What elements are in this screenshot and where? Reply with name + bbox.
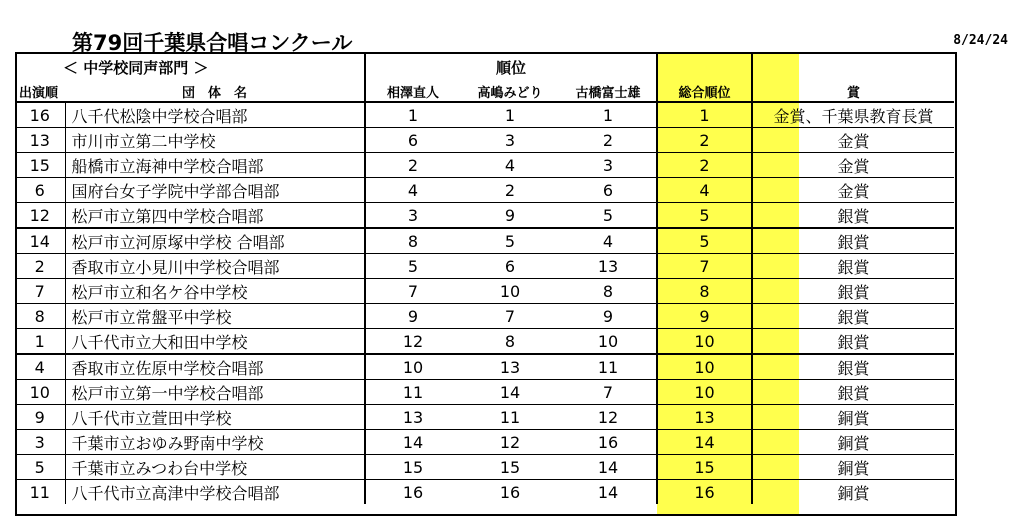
col-total-header: 総合順位 [657,82,752,102]
total-rank-cell: 5 [657,228,752,254]
judge2-rank-cell: 3 [460,128,560,153]
table-row [15,228,954,254]
award-cell: 銀賞 [752,380,954,405]
total-rank-cell: 13 [657,405,752,430]
col-order-header: 出演順 [15,82,65,102]
table-row [15,178,954,203]
table-row [15,430,954,455]
total-rank-cell: 7 [657,254,752,279]
name-cell: 船橋市立海神中学校合唱部 [65,153,365,178]
award-cell: 銅賞 [752,480,954,505]
total-rank-cell: 10 [657,354,752,380]
judge3-rank-cell: 12 [560,405,657,430]
name-cell: 千葉市立おゆみ野南中学校 [65,430,365,455]
judge1-rank-cell: 11 [365,380,460,405]
order-cell: 13 [15,128,65,153]
judge1-rank-cell: 10 [365,354,460,380]
judge2-rank-cell: 14 [460,380,560,405]
order-cell: 3 [15,430,65,455]
award-cell: 銅賞 [752,405,954,430]
judge2-rank-cell: 4 [460,153,560,178]
judge2-rank-cell: 12 [460,430,560,455]
judge3-rank-cell: 10 [560,329,657,355]
judge2-rank-cell: 11 [460,405,560,430]
table-row [15,329,954,355]
award-cell: 銅賞 [752,455,954,480]
name-cell: 市川市立第二中学校 [65,128,365,153]
judge3-rank-cell: 2 [560,128,657,153]
table-row [15,254,954,279]
judge1-rank-cell: 1 [365,102,460,128]
name-cell: 香取市立小見川中学校合唱部 [65,254,365,279]
judge3-rank-cell: 5 [560,203,657,229]
table-row [15,128,954,153]
order-cell: 10 [15,380,65,405]
name-cell: 松戸市立河原塚中学校 合唱部 [65,228,365,254]
page-title: 第79回千葉県合唱コンクール [72,31,353,55]
results-table [15,52,954,504]
award-cell: 銀賞 [752,203,954,229]
award-cell: 銀賞 [752,279,954,304]
judge3-rank-cell: 8 [560,279,657,304]
total-rank-cell: 2 [657,128,752,153]
col-award-header: 賞 [752,82,954,102]
total-rank-cell: 4 [657,178,752,203]
award-cell: 銀賞 [752,228,954,254]
judge3-rank-cell: 6 [560,178,657,203]
judge1-rank-cell: 15 [365,455,460,480]
table-row [15,480,954,505]
judge1-rank-cell: 16 [402,482,424,502]
table-row [15,354,954,380]
award-cell: 銀賞 [752,304,954,329]
judge2-rank-cell: 9 [460,203,560,229]
judge1-rank-cell: 14 [365,430,460,455]
table-row [15,304,954,329]
judge1-rank-cell: 6 [365,128,460,153]
order-cell: 15 [15,153,65,178]
total-rank-cell: 9 [657,304,752,329]
name-cell: 香取市立佐原中学校合唱部 [65,354,365,380]
judge3-rank-cell: 1 [560,102,657,128]
table-row [15,102,954,128]
table-row [15,203,954,229]
judge3-rank-cell: 9 [560,304,657,329]
total-rank-cell: 5 [657,203,752,229]
order-cell: 14 [15,228,65,254]
award-cell: 銀賞 [752,329,954,355]
header-row-2 [15,82,954,102]
judge1-rank-cell: 2 [365,153,460,178]
judge1-rank-cell: 12 [365,329,460,355]
judge3-rank-cell: 11 [560,354,657,380]
section-title: ＜ 中学校同声部門 ＞ [15,52,365,82]
name-cell: 松戸市立第四中学校合唱部 [65,203,365,229]
judge2-rank-cell: 10 [460,279,560,304]
order-cell: 4 [15,354,65,380]
order-cell: 2 [15,254,65,279]
judge1-rank-cell: 7 [365,279,460,304]
judge2-rank-cell: 5 [460,228,560,254]
award-cell: 金賞、千葉県教育長賞 [752,102,954,128]
order-cell: 12 [15,203,65,229]
judge2-rank-cell: 6 [460,254,560,279]
table-row [15,380,954,405]
award-cell: 銀賞 [752,254,954,279]
col-name-header: 団 体 名 [65,82,365,102]
award-cell: 金賞 [752,153,954,178]
total-rank-cell: 2 [657,153,752,178]
name-cell: 国府台女子学院中学部合唱部 [65,178,365,203]
award-cell: 金賞 [752,178,954,203]
name-cell: 八千代市立高津中学校合唱部 [65,480,365,505]
total-rank-cell: 14 [657,430,752,455]
judge3-rank-cell: 7 [560,380,657,405]
table-row [15,279,954,304]
name-cell: 松戸市立第一中学校合唱部 [65,380,365,405]
judge1-rank-cell: 8 [365,228,460,254]
name-cell: 松戸市立和名ケ谷中学校 [65,279,365,304]
judge1-rank-cell: 5 [365,254,460,279]
judge2-rank-cell: 1 [460,102,560,128]
judge2-rank-cell: 2 [460,178,560,203]
order-cell: 8 [15,304,65,329]
date-label: 8/24/24 [953,33,1008,48]
judge1-rank-cell: 3 [365,203,460,229]
total-rank-cell: 16 [657,480,752,505]
table-row [15,455,954,480]
name-cell: 八千代市立萱田中学校 [65,405,365,430]
judge2-rank-cell: 8 [460,329,560,355]
judge3-rank-cell: 4 [560,228,657,254]
total-rank-cell: 10 [657,380,752,405]
total-rank-cell: 10 [657,329,752,355]
name-cell: 千葉市立みつわ台中学校 [65,455,365,480]
total-rank-cell: 15 [657,455,752,480]
name-cell: 松戸市立常盤平中学校 [65,304,365,329]
order-cell: 6 [15,178,65,203]
judge3-rank-cell: 14 [597,482,619,502]
order-cell: 16 [15,102,65,128]
total-rank-cell: 8 [657,279,752,304]
total-rank-cell: 1 [657,102,752,128]
order-cell: 7 [15,279,65,304]
order-cell: 9 [15,405,65,430]
award-cell: 銀賞 [752,354,954,380]
order-cell: 11 [15,480,65,505]
name-cell: 八千代市立大和田中学校 [65,329,365,355]
judge2-rank-cell: 7 [460,304,560,329]
col-judge3-header: 古橋富士雄 [560,82,657,102]
order-cell: 1 [15,329,65,355]
judge2-rank-cell: 16 [499,482,521,502]
col-judge1-header: 相澤直人 [365,82,460,102]
judge1-rank-cell: 9 [365,304,460,329]
judge2-rank-cell: 15 [460,455,560,480]
judge3-rank-cell: 13 [560,254,657,279]
judge1-rank-cell: 4 [365,178,460,203]
header-row-1 [15,52,954,82]
judge2-rank-cell: 13 [460,354,560,380]
judge3-rank-cell: 16 [560,430,657,455]
rank-group-header: 順位 [495,58,526,77]
table-row [15,153,954,178]
judge1-rank-cell: 13 [365,405,460,430]
judge3-rank-cell: 3 [560,153,657,178]
table-row [15,405,954,430]
judge3-rank-cell: 14 [560,455,657,480]
name-cell: 八千代松陰中学校合唱部 [65,102,365,128]
col-judge2-header: 高嶋みどり [460,82,560,102]
award-cell: 銅賞 [752,430,954,455]
award-cell: 金賞 [752,128,954,153]
order-cell: 5 [15,455,65,480]
